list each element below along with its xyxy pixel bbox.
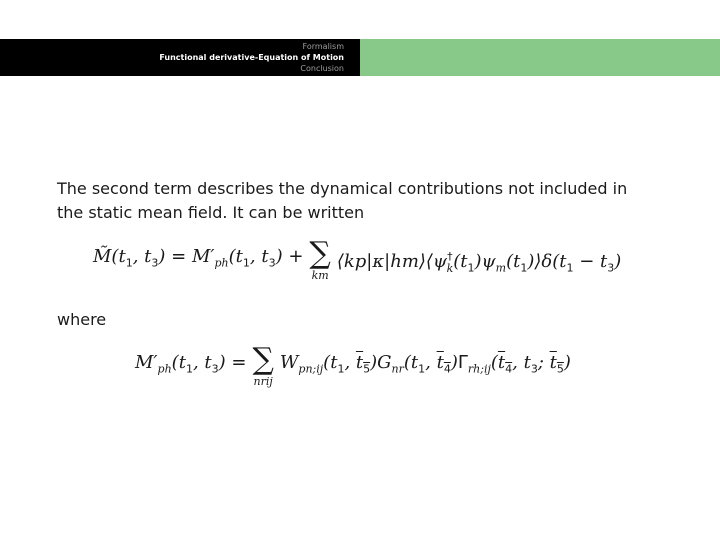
body-paragraph bbox=[57, 177, 677, 225]
equation-mtilde bbox=[93, 238, 621, 294]
paragraph-line-2: the static mean field. It can be written bbox=[57, 203, 365, 222]
eq1-lhs: $M̃(t_1$, $t_3$) = bbox=[93, 246, 187, 270]
eq2-rhs: $W_{pn;ij}(t_1$, $t_5)G_{nr}(t_1$, $t_4)\Gamma_{rh;ij}(t_4$, $t_3$; $t_5$) bbox=[279, 352, 571, 376]
paragraph-line-1: The second term describes the dynamical contributions not included in bbox=[57, 179, 628, 198]
eq1-sum-operator bbox=[309, 238, 330, 282]
equation-mprime-ph bbox=[135, 344, 571, 400]
eq1-sum-index: km bbox=[311, 269, 329, 282]
eq2-sum-operator bbox=[252, 344, 273, 388]
nav-item-functional-derivative[interactable]: Functional derivative-Equation of Motion bbox=[159, 53, 344, 62]
eq1-term2: $⟨kp|\kappa|hm⟩⟨\psi^\dagger_k(t_1)\psi_m(t_1)⟩\delta(t_1 - t_3)$ bbox=[336, 250, 622, 275]
sigma-symbol: ∑ bbox=[309, 236, 331, 271]
eq2-lhs: $M'_{ph}(t_1$, $t_3$) = bbox=[135, 352, 247, 376]
eq2-sum-index: nrij bbox=[253, 375, 273, 388]
header-bar bbox=[0, 39, 720, 76]
header-accent-bar bbox=[360, 39, 720, 76]
eq1-term1: $M'_{ph}(t_1$, $t_3$) + bbox=[191, 246, 304, 270]
nav-item-formalism[interactable]: Formalism bbox=[302, 42, 344, 51]
nav-item-conclusion[interactable]: Conclusion bbox=[300, 64, 344, 73]
sigma-symbol: ∑ bbox=[252, 342, 274, 377]
where-label: where bbox=[57, 310, 107, 329]
section-navigation bbox=[0, 39, 360, 76]
